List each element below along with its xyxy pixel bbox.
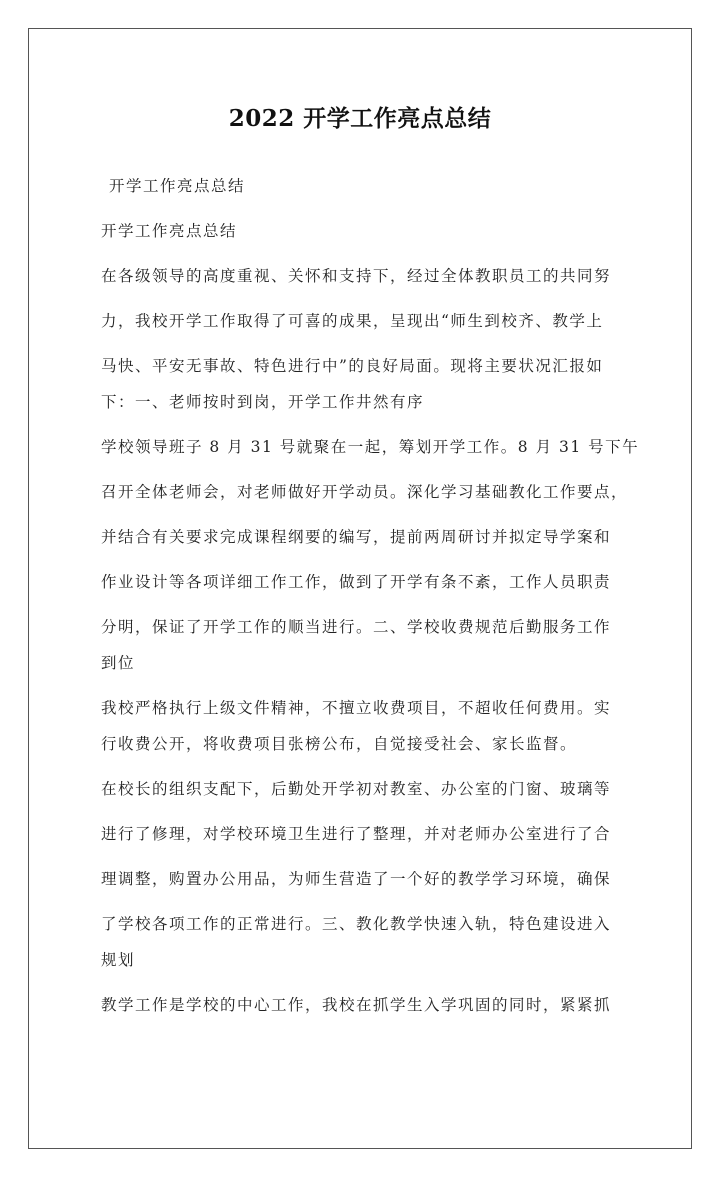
paragraph-line: 下：一、老师按时到岗，开学工作井然有序 xyxy=(101,393,425,411)
paragraph-line: 行收费公开，将收费项目张榜公布，自觉接受社会、家长监督。 xyxy=(101,735,578,753)
paragraph-line: 规划 xyxy=(101,951,136,969)
paragraph-line: 马快、平安无事故、特色进行中”的良好局面。现将主要状况汇报如 xyxy=(101,357,604,375)
document-title: 2022 开学工作亮点总结 xyxy=(228,105,492,132)
paragraph-line: 了学校各项工作的正常进行。三、教化教学快速入轨，特色建设进入 xyxy=(101,915,612,933)
paragraph-line: 力，我校开学工作取得了可喜的成果，呈现出“师生到校齐、教学上 xyxy=(101,312,604,330)
paragraph-line: 作业设计等各项详细工作工作，做到了开学有条不紊，工作人员职责 xyxy=(101,573,612,591)
document-body xyxy=(101,168,641,1023)
subtitle-line: 开学工作亮点总结 xyxy=(109,177,246,195)
paragraph-line: 理调整，购置办公用品，为师生营造了一个好的教学学习环境，确保 xyxy=(101,870,612,888)
paragraph-line: 召开全体老师会，对老师做好开学动员。深化学习基础教化工作要点， xyxy=(101,483,629,501)
paragraph-line: 在各级领导的高度重视、关怀和支持下，经过全体教职员工的共同努 xyxy=(101,267,612,285)
paragraph-line: 并结合有关要求完成课程纲要的编写，提前两周研讨并拟定导学案和 xyxy=(101,528,612,546)
paragraph-line: 在校长的组织支配下，后勤处开学初对教室、办公室的门窗、玻璃等 xyxy=(101,780,612,798)
paragraph-line: 教学工作是学校的中心工作，我校在抓学生入学巩固的同时，紧紧抓 xyxy=(101,996,612,1014)
paragraph-line: 到位 xyxy=(101,654,136,672)
heading-line: 开学工作亮点总结 xyxy=(101,222,238,240)
paragraph-line: 分明，保证了开学工作的顺当进行。二、学校收费规范后勤服务工作 xyxy=(101,618,612,636)
paragraph-line: 进行了修理，对学校环境卫生进行了整理，并对老师办公室进行了合 xyxy=(101,825,612,843)
paragraph-line: 我校严格执行上级文件精神，不擅立收费项目，不超收任何费用。实 xyxy=(101,699,612,717)
paragraph-line: 学校领导班子 8 月 31 号就聚在一起，筹划开学工作。8 月 31 号下午 xyxy=(101,438,640,456)
